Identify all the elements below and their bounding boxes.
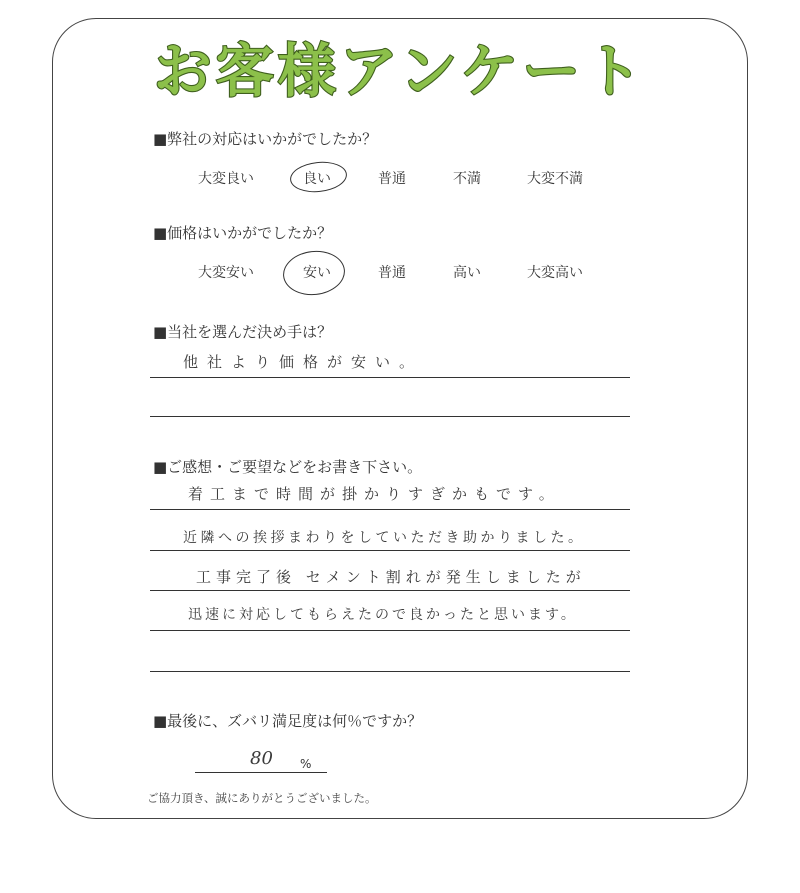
price-options xyxy=(0,262,800,286)
price-option-3[interactable]: 普通 xyxy=(378,265,406,281)
price-option-5[interactable]: 大変高い xyxy=(527,265,583,281)
question-feedback: ■ご感想・ご要望などをお書き下さい。 xyxy=(153,458,423,476)
feedback-answer-line-1: 着工まで時間が掛かりすぎかもです。 xyxy=(188,485,561,503)
feedback-answer-line-3: 工事完了後 セメント割れが発生しましたが xyxy=(196,568,586,586)
service-options xyxy=(0,168,800,192)
question-price: ■価格はいかがでしたか？ xyxy=(153,224,333,242)
price-option-1[interactable]: 大変安い xyxy=(198,265,254,281)
question-satisfaction: ■最後に、ズバリ満足度は何％ですか？ xyxy=(153,712,423,730)
question-service: ■弊社の対応はいかがでしたか？ xyxy=(153,130,378,148)
answer-rule xyxy=(150,416,630,417)
percent-unit: % xyxy=(300,757,312,771)
service-option-4[interactable]: 不満 xyxy=(453,171,481,187)
service-option-1[interactable]: 大変良い xyxy=(198,171,254,187)
answer-rule xyxy=(150,509,630,510)
thank-you-note: ご協力頂き、誠にありがとうございました。 xyxy=(147,791,377,805)
answer-rule xyxy=(150,630,630,631)
survey-title-text: お客様アンケート xyxy=(153,37,647,105)
answer-rule xyxy=(150,377,630,378)
answer-rule xyxy=(150,671,630,672)
survey-title xyxy=(0,28,800,118)
feedback-answer-line-4: 迅速に対応してもらえたので良かったと思います。 xyxy=(188,607,578,623)
reason-answer-line-1: 他社より価格が安い。 xyxy=(183,353,424,371)
service-option-5[interactable]: 大変不満 xyxy=(527,171,583,187)
price-option-2[interactable]: 安い xyxy=(303,265,331,281)
service-option-3[interactable]: 普通 xyxy=(378,171,406,187)
service-option-2[interactable]: 良い xyxy=(303,171,331,187)
answer-rule xyxy=(150,590,630,591)
price-option-4[interactable]: 高い xyxy=(453,265,481,281)
satisfaction-rule xyxy=(195,772,327,773)
satisfaction-answer: 80 xyxy=(250,748,273,769)
question-reason: ■当社を選んだ決め手は？ xyxy=(153,323,333,341)
answer-rule xyxy=(150,550,630,551)
feedback-answer-line-2: 近隣への挨拶まわりをしていただき助かりました。 xyxy=(183,530,586,546)
